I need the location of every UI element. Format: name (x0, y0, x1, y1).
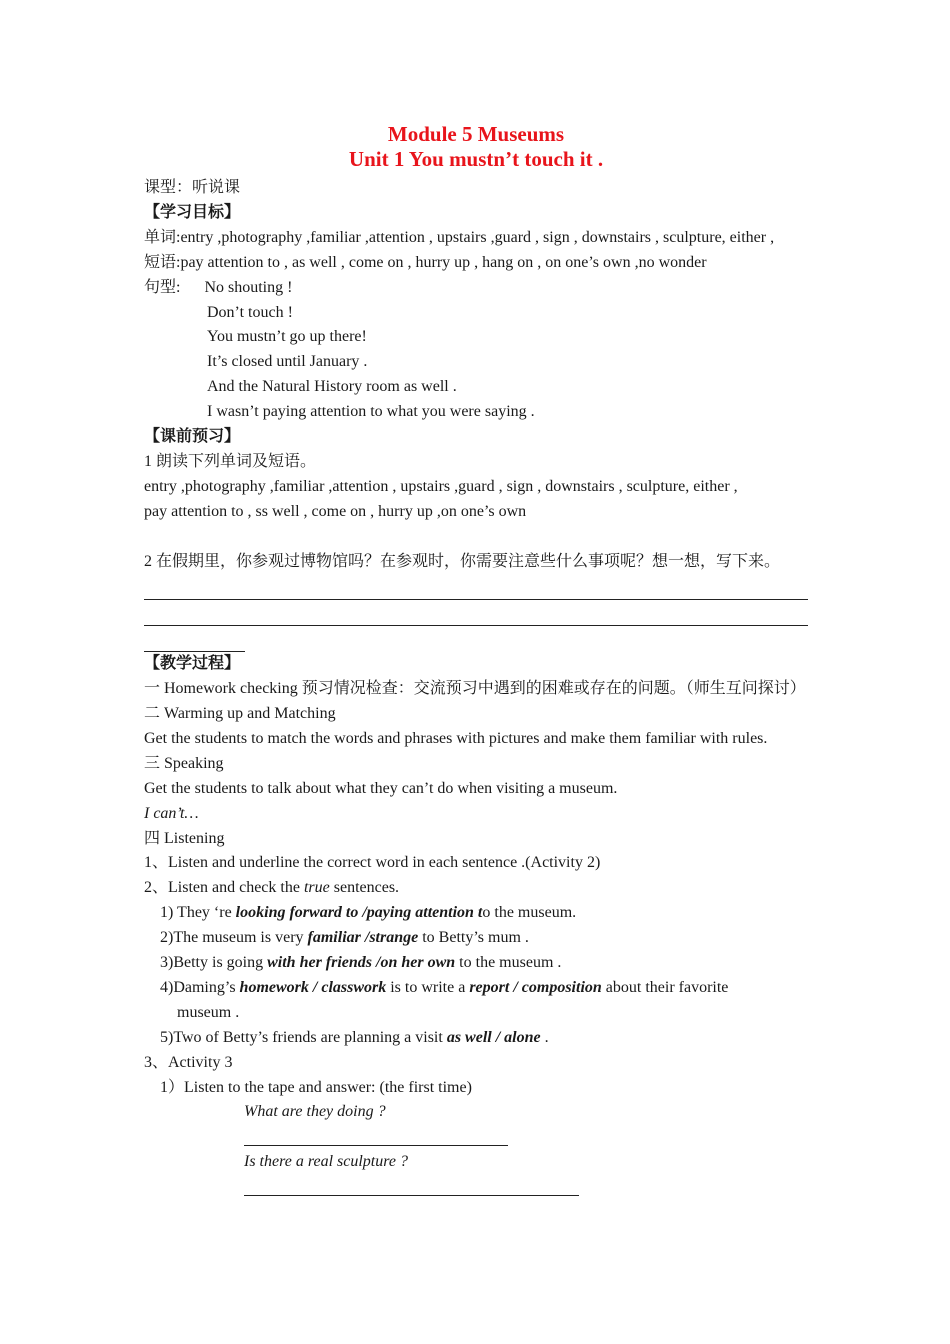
patterns-label: 句型: (144, 278, 181, 296)
process-header: 【教学过程】 (144, 655, 241, 673)
answer-line (144, 626, 245, 652)
lesson-type: 课型：听说课 (144, 179, 241, 196)
answer-line (144, 600, 808, 626)
sentence-patterns-first (144, 276, 808, 301)
sentence-5: 5)Two of Betty’s friends are planning a visit as well / alone . (160, 1028, 549, 1046)
objectives-header: 【学习目标】 (144, 203, 241, 221)
preview-words: entry ,photography ,familiar ,attention , upstairs ,guard , sign , downstairs , sculpture, either , (144, 477, 738, 495)
pattern-item: And the Natural History room as well . (207, 378, 457, 396)
listening-2: 2、Listen and check the true sentences. (144, 879, 400, 897)
answer-line (244, 1125, 508, 1146)
answer-line (144, 574, 808, 600)
sentence-2: 2)The museum is very familiar /strange to Betty’s mum . (160, 929, 529, 947)
answer-line (244, 1175, 579, 1196)
activity-3-task-1: 1）Listen to the tape and answer: (the first time) (160, 1078, 472, 1096)
document-page (144, 122, 808, 1200)
step-1: 一 Homework checking 预习情况检查：交流预习中遇到的困难或存在的问题。（师生互问探讨） (144, 680, 806, 698)
step-2-title: 二 Warming up and Matching (144, 704, 336, 722)
module-title: Module 5 Museums (387, 122, 565, 146)
pattern-item: No shouting ! (204, 278, 293, 296)
pattern-item: You mustn’t go up there! (207, 328, 367, 346)
question-2: Is there a real sculpture ? (244, 1153, 408, 1171)
step-3-example: I can’t… (144, 804, 199, 822)
sentence-1: 1) They ‘re looking forward to /paying attention to the museum. (160, 904, 577, 922)
step-4-title: 四 Listening (144, 829, 225, 847)
preview-phrases: pay attention to , ss well , come on , hurry up ,on one’s own (144, 502, 527, 520)
preview-item-2: 2 在假期里，你参观过博物馆吗？在参观时，你需要注意些什么事项呢？想一想，写下来。 (144, 552, 781, 570)
preview-item-1: 1 朗读下列单词及短语。 (144, 452, 317, 470)
pattern-item: It’s closed until January . (207, 353, 368, 371)
activity-3: 3、Activity 3 (144, 1053, 233, 1071)
pattern-item: Don’t touch ! (207, 303, 293, 321)
pattern-item: I wasn’t paying attention to what you were saying . (207, 403, 535, 421)
sentence-4: 4)Daming’s homework / classwork is to write a report / composition about their favorite (160, 978, 729, 996)
unit-title: Unit 1 You mustn’t touch it . (348, 147, 604, 171)
sentence-3: 3)Betty is going with her friends /on her own to the museum . (160, 954, 562, 972)
objectives-phrases: 短语:pay attention to , as well , come on , hurry up , hang on , on one’s own ,no wonder (144, 253, 707, 271)
preview-header: 【课前预习】 (144, 428, 241, 446)
step-3-text: Get the students to talk about what they can’t do when visiting a museum. (144, 779, 618, 797)
step-2-text: Get the students to match the words and phrases with pictures and make them familiar with rules. (144, 729, 768, 747)
sentence-4-cont: museum . (177, 1003, 240, 1021)
step-3-title: 三 Speaking (144, 754, 224, 772)
objectives-words: 单词:entry ,photography ,familiar ,attention , upstairs ,guard , sign , downstairs , sculpture, either , (144, 228, 775, 246)
question-1: What are they doing ? (244, 1103, 386, 1121)
listening-1: 1、Listen and underline the correct word in each sentence .(Activity 2) (144, 854, 601, 872)
